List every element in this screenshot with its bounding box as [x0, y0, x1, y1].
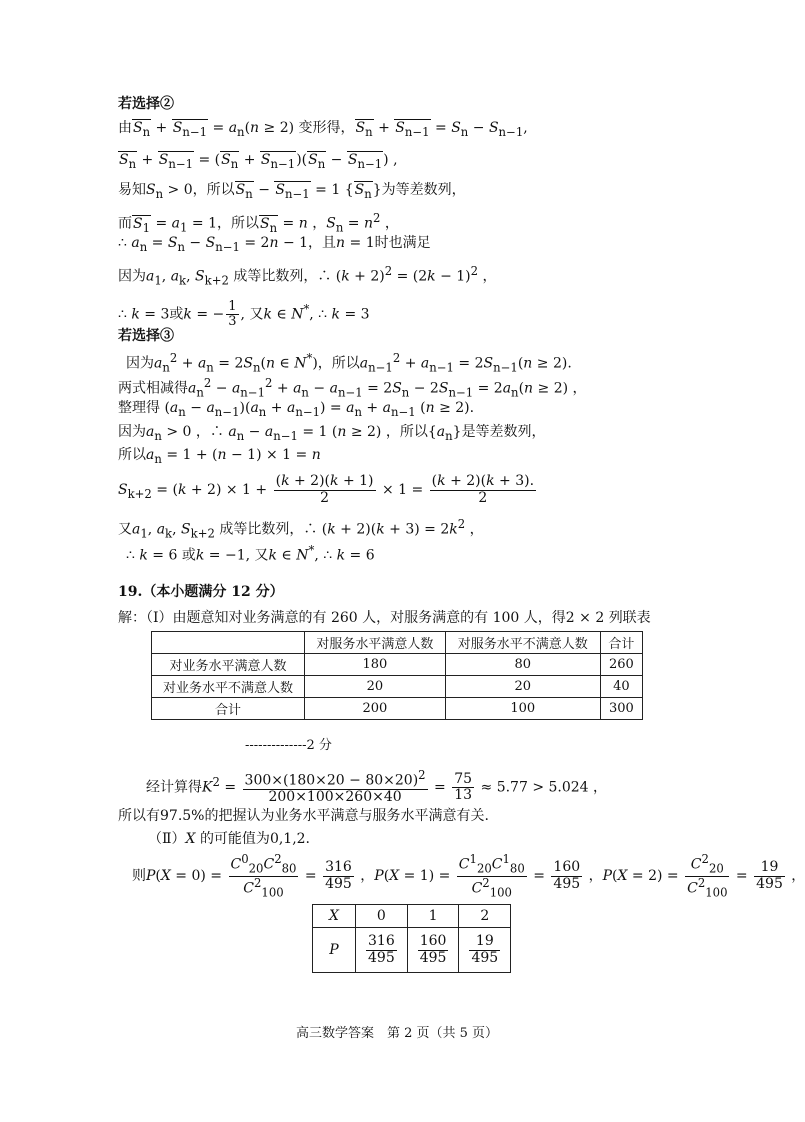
table-row: X 0 1 2 [313, 905, 511, 928]
page-footer: 高三数学答案 第 2 页（共 5 页） [295, 1026, 499, 1041]
answer-page: 若选择② 由$S_n + S_{n-1} = a_n(n \ge 2)$ 变形得，$S_n + S_{n-1} = S_n - S_{n-1}$, $S_n + S_{n-1} = (S_n + S_{n-1})(S_n - S_{n-1})$ , 易知$S_n > 0$，所以$S_n - S_{n-1} = 1$ $\{S_n\}$为等差数列， 而$S_1 = a_1 = 1$，所以$S_n = n$ ，$S_n = n^2$ ， ∴ $a_n = S_n - S_{n-1} = 2n - 1$，且n = 1时也满足 因为$a_1$, $a_k$, $S_{k+2}$ 成等比数列，∴ $(k + 2)^2 = (2k - 1)^2$ ， ∴ k = 3或k = − $\frac{1}{3}$ , 又k ∈ N*, ∴ k = 3 若选择③ 因为$a_n^2 + a_n = 2S_n(n$ ∈ N*)，所以$a_{n-1}^2 + a_{n-1} = 2S_{n-1}(n \ge 2)$. 两式相减得$a_n^2 - a_{n-1}^2 + a_n - a_{n-1} = 2S_n - 2S_{n-1} = 2a_n(n \ge 2)$ ， 整理得 $(a_n - a_{n-1})(a_n + a_{n-1}) = a_n + a_{n-1}$ (n ≥ 2). 因为$a_n > 0$ ，∴ $a_n - a_{n-1} = 1$ (n ≥ 2) ，所以$\{a_n\}$是等差数列， 所以$a_n = 1 + (n - 1) \times 1 = n$ $S_{k+2} = (k + 2) \times 1$ + $\frac{(k + 2)(k + 1)}{2}$ × 1 = $\frac{(k + 2)(k + 3).}{2}$ 又$a_1$, $a_k$, $S_{k+2}$ 成等比数列，∴ $(k + 2)(k + 3) = 2k^2$ ， ∴ k = 6 或k = −1, 又k ∈ N*, ∴ k = 6 19.（本小题满分 12 分） 解：（Ⅰ）由题意知对业务满意的有 260 人，对服务满意的有 100 人，得2 × 2 列联表 对服务水平满意人数 对服务水平不满意人数 合计 对业务水平满意人数 180 80 260 对业务水平不满意人数 20 20 40 合计 200 100 300 --------------2 分 经计算得$K^2$ = $\frac{300\times(180\times 20 - 80\times 20)^2}{200\times 100\times 260\times 40}$ = $\frac{75}{13}$ ≈ 5.77 > 5.024 ， 所以有97.5%的把握认为业务水平满意与服务水平满意有关. （Ⅱ）X 的可能值为0,1,2. 则P(X = 0) = $\frac{C^0_{20}C^2_{80}}{C^2_{100}}$ = $\frac{316}{495}$ ，P(X = 1) = $\frac{C^1_{20}C^1_{80}}{C^2_{100}}$ = $\frac{160}{495}$ ，P(X = 2) = $\frac{C^2_{20}}{C^2_{100}}$ = $\frac{19}{495}$ ， X 0 1 2 P $\frac{316}{495}$ $\frac{160}{495}$ $\frac{19}{495}$ 高三数学答案 第 2 页（共 5 页） [0, 0, 794, 1122]
table-row: 对业务水平满意人数 180 80 260 [152, 654, 643, 676]
distribution-table [312, 904, 511, 973]
table-row: 对服务水平满意人数 对服务水平不满意人数 合计 [152, 632, 643, 654]
contingency-table [151, 631, 643, 720]
table-row: 合计 200 100 300 [152, 698, 643, 720]
table-row: P $\frac{316}{495}$ $\frac{160}{495}$ $\frac{19}{495}$ [313, 928, 511, 973]
table-row: 对业务水平不满意人数 20 20 40 [152, 676, 643, 698]
